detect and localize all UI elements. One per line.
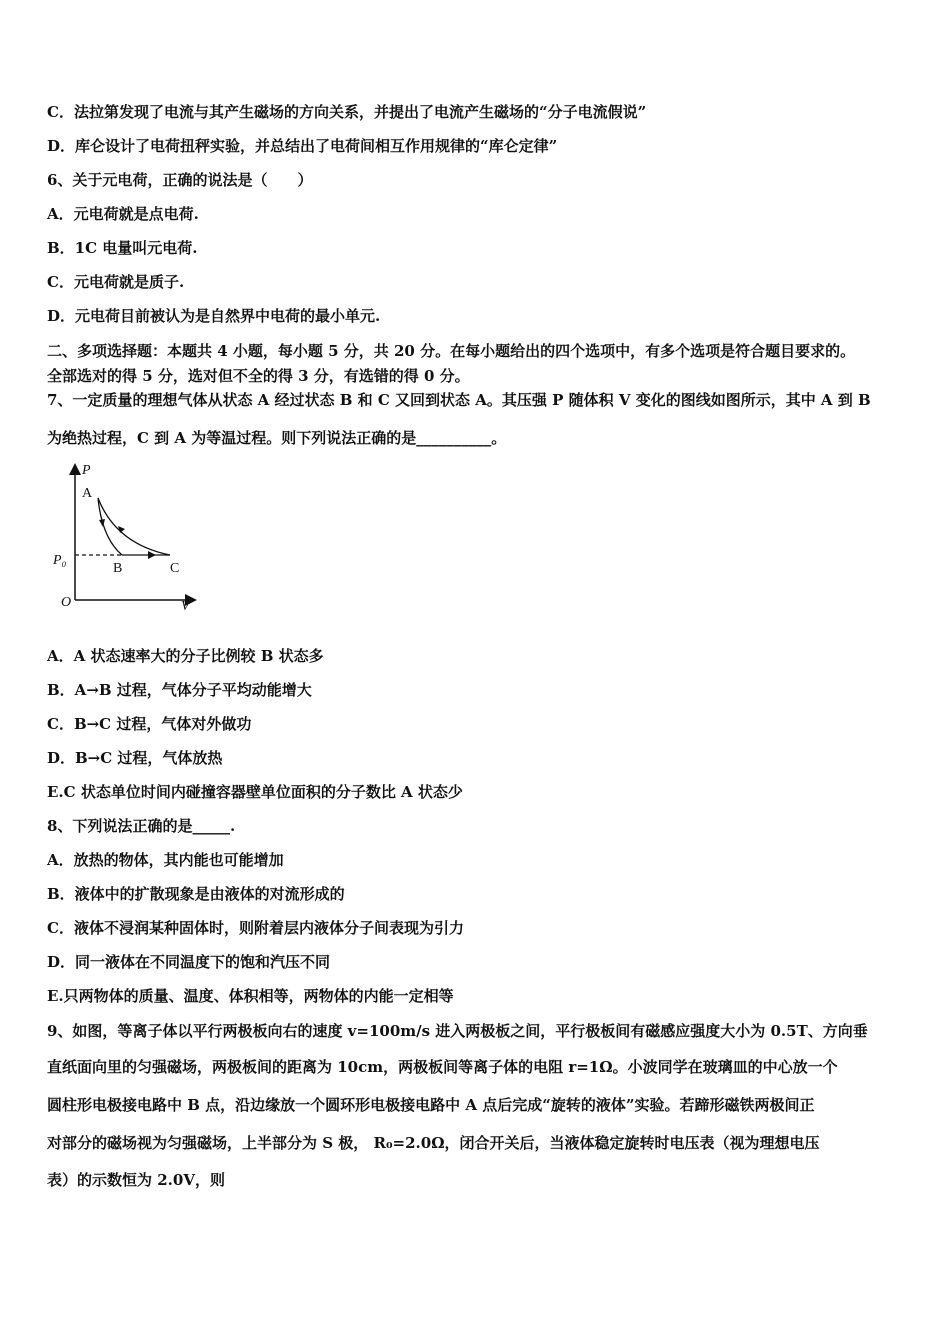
section-2-heading: 二、多项选择题：本题共 4 小题，每小题 5 分，共 20 分。在每小题给出的四个选项中，有多个选项是符合题目要求的。 <box>47 342 856 360</box>
pv-diagram <box>44 460 204 620</box>
q6-option-c: C．元电荷就是质子. <box>47 273 185 291</box>
q7-option-d: D．B→C 过程，气体放热 <box>47 749 223 767</box>
q6-option-b: B．1C 电量叫元电荷. <box>47 239 198 257</box>
q8-option-e: E.只两物体的质量、温度、体积相等，两物体的内能一定相等 <box>47 987 454 1005</box>
q8-option-a: A．放热的物体，其内能也可能增加 <box>47 851 284 869</box>
point-b-label: B <box>113 561 123 576</box>
q8-option-d: D．同一液体在不同温度下的饱和汽压不同 <box>47 953 331 971</box>
point-a-label: A <box>82 486 93 501</box>
q7-option-e: E.C 状态单位时间内碰撞容器壁单位面积的分子数比 A 状态少 <box>47 783 463 801</box>
q7-option-b: B．A→B 过程，气体分子平均动能增大 <box>47 681 312 699</box>
q8-option-c: C．液体不浸润某种固体时，则附着层内液体分子间表现为引力 <box>47 919 464 937</box>
point-c-label: C <box>170 561 180 576</box>
question-9-line3: 圆柱形电极接电路中 B 点，沿边缘放一个圆环形电极接电路中 A 点后完成“旋转的液体”实验。若蹄形磁铁两极间正 <box>47 1096 815 1114</box>
section-2-scoring: 全部选对的得 5 分，选对但不全的得 3 分，有选错的得 0 分。 <box>47 367 470 385</box>
option-c-faraday: C．法拉第发现了电流与其产生磁场的方向关系，并提出了电流产生磁场的“分子电流假说” <box>47 103 647 121</box>
question-9-line5: 表）的示数恒为 2.0V，则 <box>47 1171 225 1189</box>
question-8-stem: 8、下列说法正确的是_____. <box>47 817 236 835</box>
question-7-stem-line2: 为绝热过程，C 到 A 为等温过程。则下列说法正确的是__________。 <box>47 429 507 447</box>
q7-option-c: C．B→C 过程，气体对外做功 <box>47 715 252 733</box>
q8-option-b: B．液体中的扩散现象是由液体的对流形成的 <box>47 885 345 903</box>
axis-label-p: P <box>82 463 91 478</box>
axis-label-v: V <box>181 599 190 614</box>
q6-option-d: D．元电荷目前被认为是自然界中电荷的最小单元. <box>47 307 381 325</box>
question-6-stem: 6、关于元电荷，正确的说法是（ ） <box>47 171 313 189</box>
bc-arrow-icon <box>148 551 156 559</box>
question-9-line1: 9、如图，等离子体以平行两极板向右的速度 v=100m/s 进入两极板之间，平行极板间有磁感应强度大小为 0.5T、方向垂 <box>47 1022 868 1040</box>
origin-label: O <box>61 595 72 610</box>
question-7-stem-line1: 7、一定质量的理想气体从状态 A 经过状态 B 和 C 又回到状态 A。其压强 P 随体积 V 变化的图线如图所示，其中 A 到 B <box>47 391 871 409</box>
p0-label: P₀ <box>53 553 67 568</box>
question-9-line4: 对部分的磁场视为匀强磁场，上半部分为 S 极， R₀=2.0Ω，闭合开关后，当液体稳定旋转时电压表（视为理想电压 <box>47 1134 820 1152</box>
q7-option-a: A．A 状态速率大的分子比例较 B 状态多 <box>47 647 324 665</box>
option-d-coulomb: D．库仑设计了电荷扭秤实验，并总结出了电荷间相互作用规律的“库仑定律” <box>47 137 558 155</box>
ca-curve <box>98 498 170 555</box>
question-9-line2: 直纸面向里的匀强磁场，两极板间的距离为 10cm，两极板间等离子体的电阻 r=1Ω。小波同学在玻璃皿的中心放一个 <box>47 1058 838 1076</box>
q6-option-a: A．元电荷就是点电荷. <box>47 205 199 223</box>
